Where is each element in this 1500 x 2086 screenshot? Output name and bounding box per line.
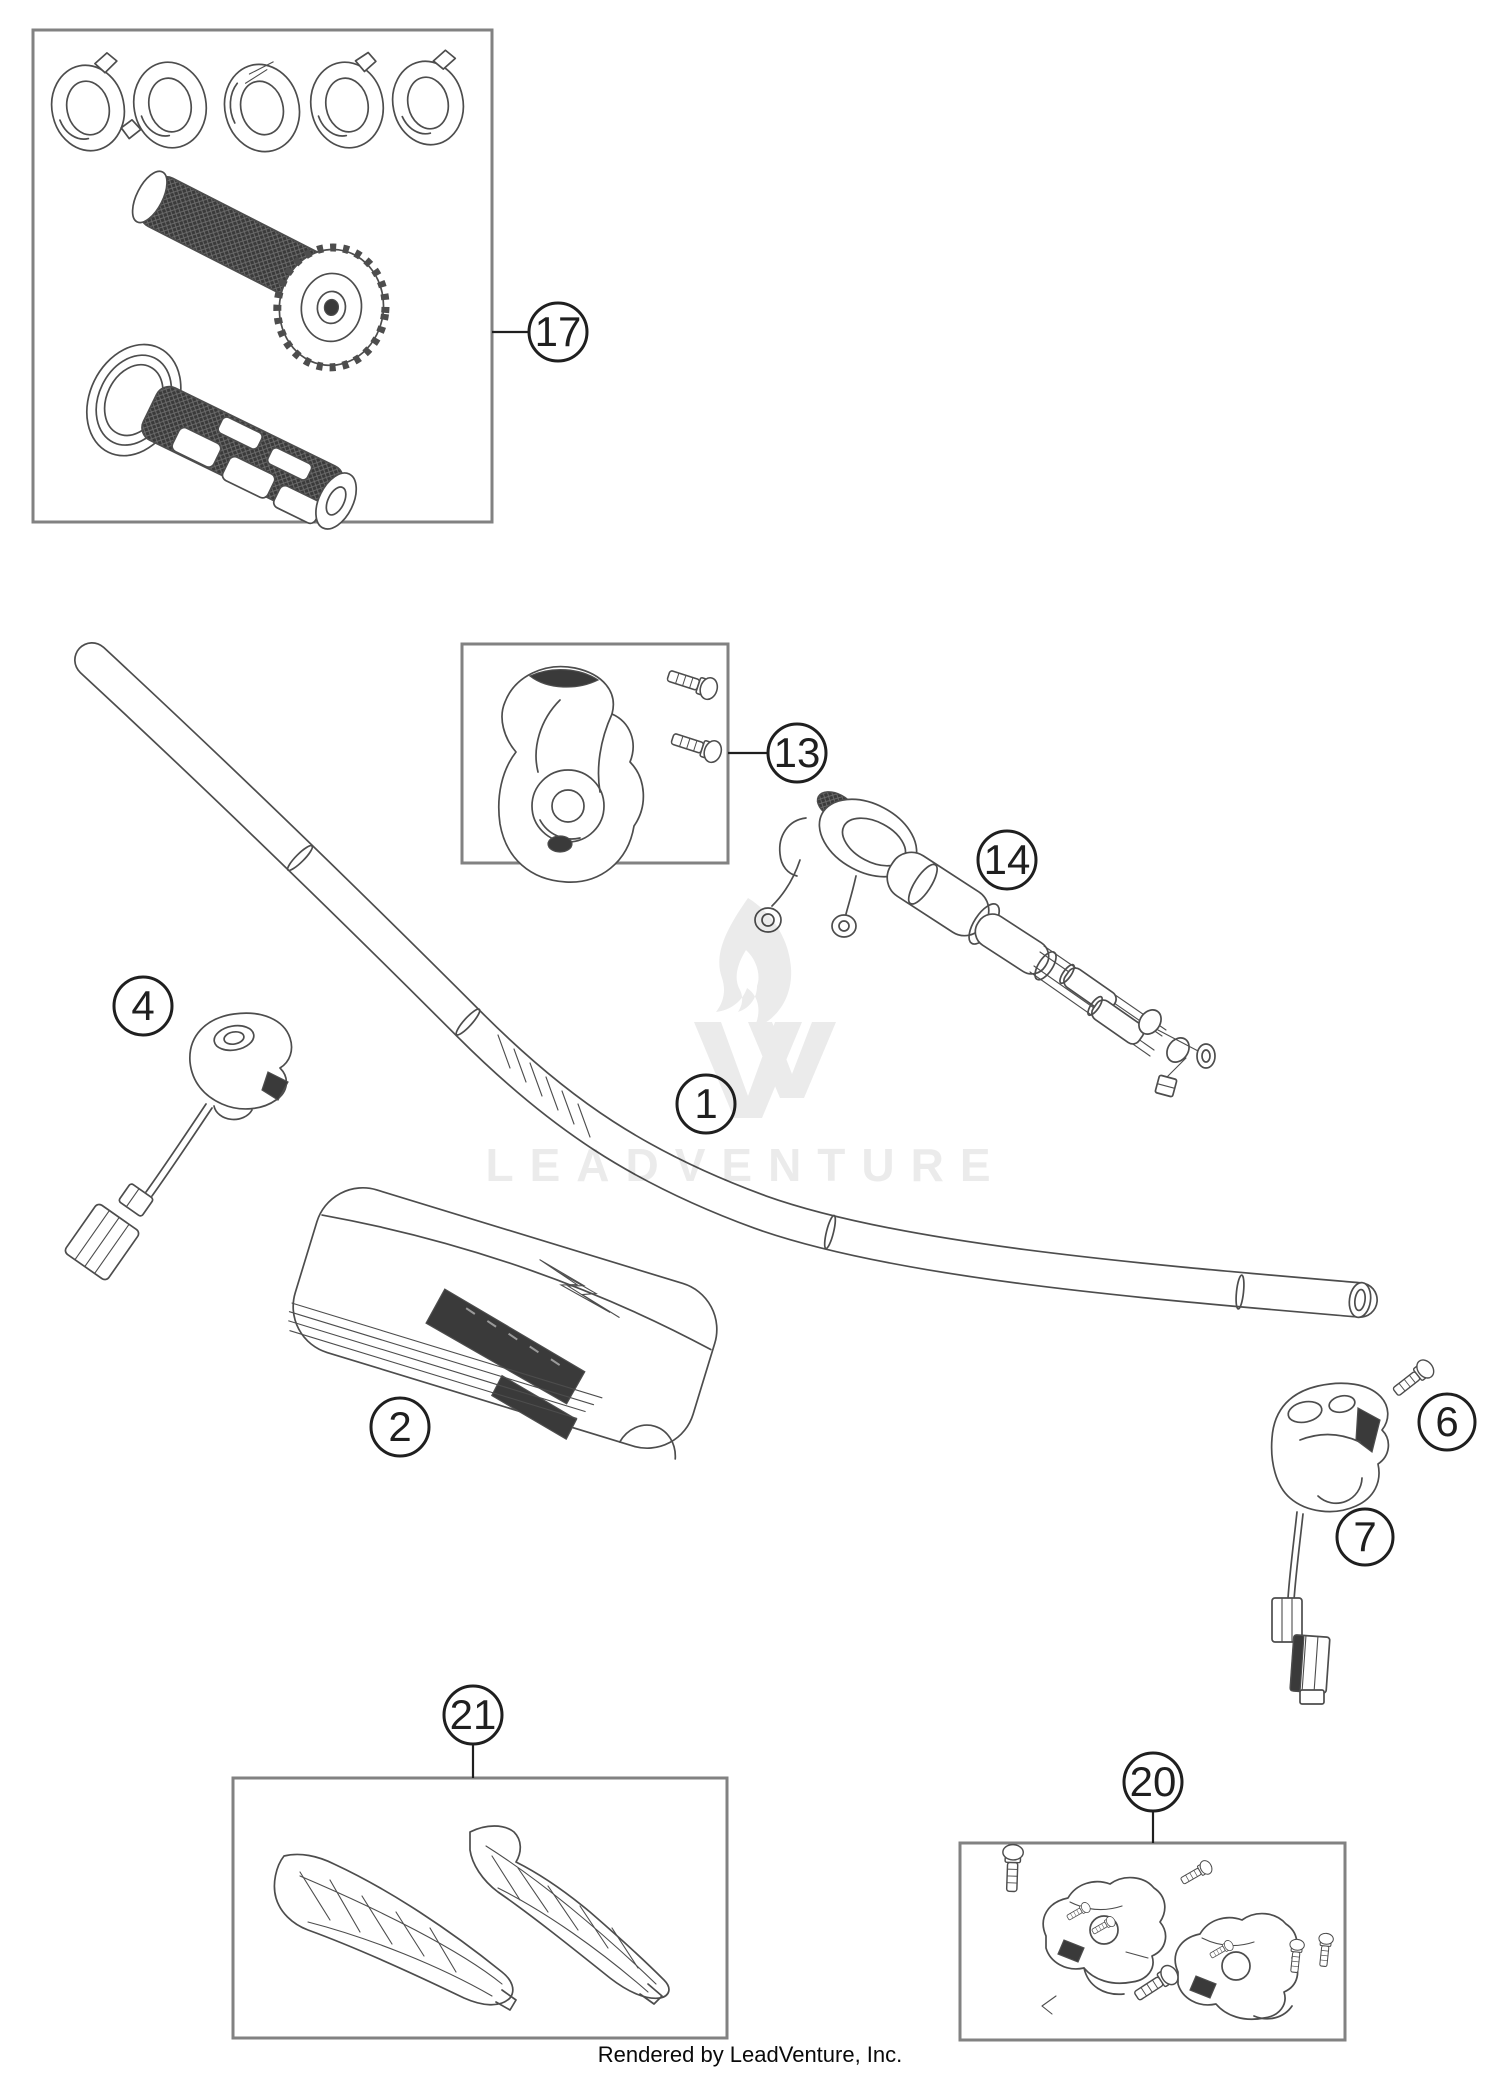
kill-switch-left: [63, 1013, 291, 1281]
switch-body: [1272, 1383, 1389, 1511]
footer-text: Rendered by LeadVenture, Inc.: [597, 2042, 903, 2067]
handguard-left: [274, 1854, 516, 2010]
callout-throttle-housing[interactable]: [728, 724, 826, 782]
flange-screw: [1390, 1357, 1438, 1400]
switch-connector: [1272, 1598, 1330, 1704]
callout-switch-left-label: 4: [131, 982, 155, 1029]
handlebar-pad: [277, 1176, 728, 1473]
callout-switch-left[interactable]: [114, 977, 172, 1035]
callout-switch-right-label: 7: [1353, 1513, 1377, 1560]
switch-cable: [146, 1104, 212, 1196]
bar-clamp-left: [1043, 1878, 1165, 1995]
switch-body: [190, 1013, 292, 1119]
callout-screw[interactable]: [1419, 1394, 1475, 1450]
throttle-housing: [499, 667, 644, 883]
callout-throttle-housing-label: 13: [773, 729, 821, 776]
callout-handguards-label: 21: [449, 1691, 497, 1738]
callout-handlebar-label: 1: [694, 1080, 718, 1127]
housing-bolts: [665, 665, 724, 765]
callout-screw-label: 6: [1435, 1398, 1459, 1445]
callout-handguards[interactable]: [444, 1686, 502, 1778]
watermark-text: LEADVENTURE: [485, 1139, 1007, 1191]
callout-throttle-cables-label: 14: [983, 836, 1031, 883]
callout-pad-label: 2: [388, 1403, 412, 1450]
callout-switch-right[interactable]: [1337, 1509, 1393, 1565]
switch-connector: [63, 1183, 153, 1282]
callout-clamp-kit-label: 20: [1129, 1758, 1177, 1805]
switch-cable: [1288, 1512, 1303, 1600]
bar-clamp-right: [1175, 1914, 1297, 2020]
callout-clamp-kit[interactable]: [1124, 1753, 1182, 1843]
watermark: [485, 898, 1006, 1191]
throttle-cam-rings: [42, 49, 472, 160]
callout-grip-kit-label: 17: [534, 308, 582, 355]
callout-throttle-cables[interactable]: [978, 831, 1036, 889]
callout-pad[interactable]: [371, 1398, 429, 1456]
callout-grip-kit[interactable]: [492, 303, 587, 361]
